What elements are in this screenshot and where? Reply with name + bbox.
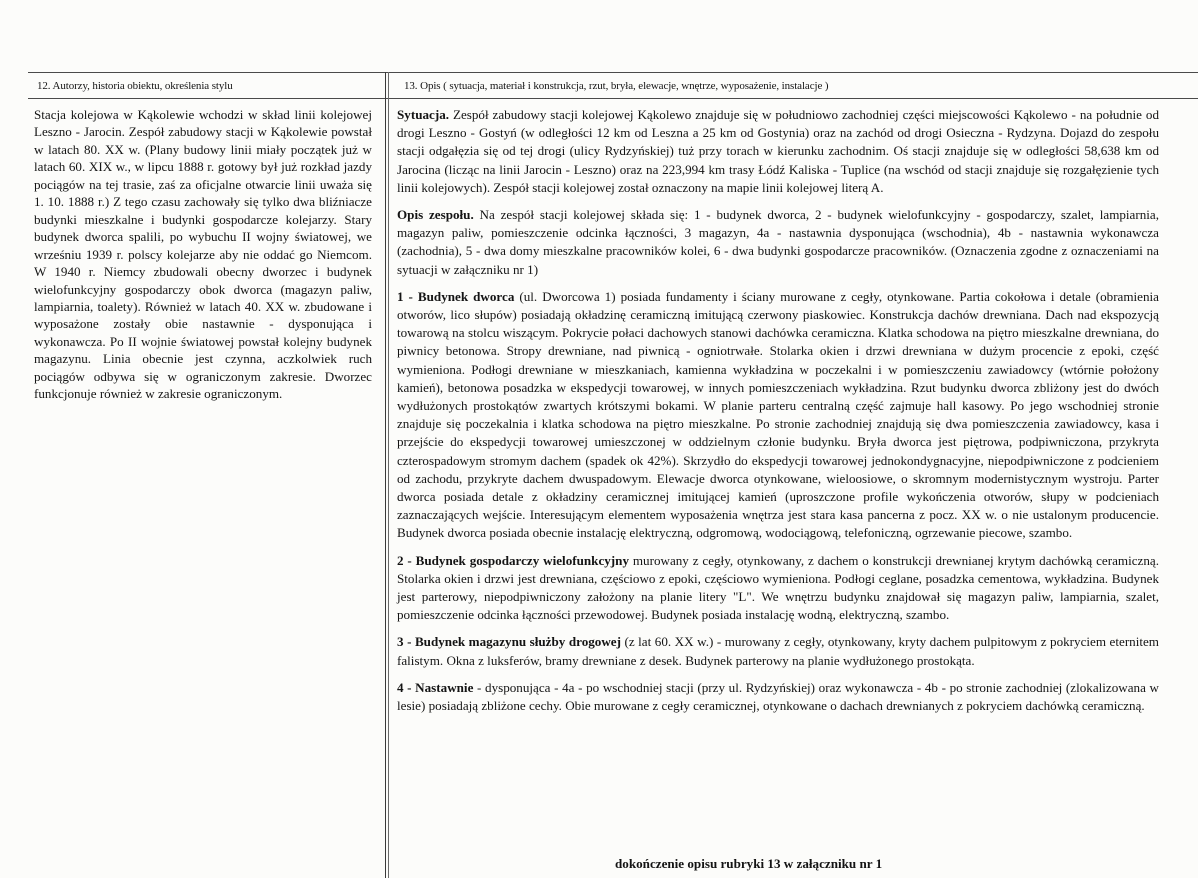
text-opis-zespolu: Na zespół stacji kolejowej składa się: 1 - budynek dworca, 2 - budynek wielofunkcyjny - gospodarczy, szalet, lampiarnia, magazyn paliw, pomieszczenie odcinka łączności, 3 magazyn, 4a - nastawnia dysponująca (wschodnia), 4b - nastawnia wykonawcza (zachodnia), 5 - dwa domy mieszkalne pracowników kolei, 6 - dwa budynki gospodarcze pracowników. (Oznaczenia zgodne z oznaczeniami na sytuacji w załączniku nr 1)	[397, 207, 1160, 277]
text-budynek-gospodarczy: murowany z cegły, otynkowany, z dachem o konstrukcji drewnianej krytym dachówką ceramiczną. Stolarka okien i drzwi jest drewniana, częściowo z epoki, częściowo wymieniona. Podłogi ceglane, posadzka cementowa, wykładzina. Budynek jest parterowy, niepodpiwniczony założony na planie litery "L". We wnętrzu budynku znajdował się magazyn paliw, lampiarnia, szalet, pomieszczenie odcinka łączności przewodowej. Budynek posiada instalację wodną, elektryczną, szambo.	[397, 552, 1159, 623]
history-text: Stacja kolejowa w Kąkolewie wchodzi w skład linii kolejowej Leszno - Jarocin. Zespół zabudowy stacji w Kąkolewie powstał w latach 80. XX w. (Plany budowy linii miały początek już w latach 60. XIX w., w lipcu 1888 r. gotowy był już rozkład jazdy pociągów na tej trasie, zaś za oficjalne otwarcie linii uważa się 1. 10. 1888 r.) Z tego czasu zachowały się tylko dwa bliźniacze budynki mieszkalne i budynki gospodarcze kolejarzy. Stary budynek dworca spalili, po wybuchu II wojny światowej, we wrześniu 1939 r. polscy kolejarze aby nie oddać go Niemcom. W 1940 r. Niemcy zbudowali obecny dworzec i budynek wielofunkcyjny gospodarczy obok dworca (magazyn paliw, lampiarnia, toalety). Również w latach 40. XX w. zbudowane i wyposażone zostały obie nastawnie - dysponująca i wykonawcza. Po II wojnie światowej powstał kolejny budynek magazynu. Linia obecnie jest czynna, aczkolwiek ruch pociągów odbywa się w ograniczonym zakresie. Dworzec funkcjonuje również w zakresie ograniczonym.	[34, 107, 372, 402]
text-budynek-magazynu: (z lat 60. XX w.) - murowany z cegły, otynkowany, kryty dachem pulpitowym z pokryciem eternitem falistym. Okna z luksferów, bramy drewniane z desek. Budynek parterowy na planie wydłużonego prostokąta.	[397, 634, 1159, 668]
paragraph-sytuacja	[397, 106, 1159, 197]
label-nastawnie: 4 - Nastawnie	[397, 679, 474, 695]
continuation-note: dokończenie opisu rubryki 13 w załączniku nr 1	[615, 856, 883, 871]
label-budynek-dworca: 1 - Budynek dworca	[397, 288, 515, 304]
description-column	[397, 106, 1159, 724]
section-12-header: 12. Autorzy, historia obiektu, określenia stylu	[37, 80, 233, 92]
label-sytuacja: Sytuacja.	[397, 107, 450, 122]
paragraph-budynek-dworca	[397, 288, 1159, 543]
paragraph-opis-zespolu	[397, 206, 1159, 279]
text-sytuacja: Zespół zabudowy stacji kolejowej Kąkolewo znajduje się w południowo zachodniej części miejscowości Kąkolewo - na południe od drogi Leszno - Gostyń (w odległości 12 km od Leszna a 25 km od Gostynia) oraz na zachód od drogi Osieczna - Rydzyna. Dojazd do zespołu stacji odgałęzia się od tej drogi (ulicy Rydzyńskiej) tuż przy torach w kierunku zachodnim. Oś stacji znajduje się w odległości 58,638 km od Jarocina (licząc na linii Jarocin - Leszno) oraz na 223,994 km trasy Łódź Kaliska - Tuplice (na wschód od stacji znajduje się rozgałęzienie tych linii kolejowych). Zespół stacji kolejowej został oznaczony na mapie linii kolejowej literą A.	[397, 107, 1159, 195]
paragraph-budynek-magazynu	[397, 633, 1159, 669]
text-nastawnie: - dysponująca - 4a - po wschodniej stacji (przy ul. Rydzyńskiej) oraz wykonawcza - 4b - po stronie zachodniej (zlokalizowana w lesie) posiadają zbliżone cechy. Obie murowane z cegły ceramicznej, otynkowane o dachach drewnianych z pokryciem dachówką ceramiczną.	[397, 679, 1159, 714]
table-top-rule	[28, 72, 1198, 73]
paragraph-budynek-gospodarczy	[397, 552, 1159, 625]
label-budynek-gospodarczy: 2 - Budynek gospodarczy wielofunkcyjny	[397, 552, 629, 568]
text-budynek-dworca: (ul. Dworcowa 1) posiada fundamenty i ściany murowane z cegły, otynkowane. Partia cokołowa i detale (obramienia otworów, lico słupów) posiadają okładzinę ceramiczną imitującą czerwony piaskowiec. Konstrukcja dachów drewniana. Dach nad ekspozycją towarową na stolcu wiszącym. Pokrycie połaci dachowych stanowi dachówka ceramiczna. Klatka schodowa na piętro mieszkalne drewniana, do piwnicy betonowa. Stropy drewniane, nad piwnicą - ogniotrwałe. Stolarka okien i drzwi drewniana w dużym procencie z epoki, część wymieniona. Podłogi drewniane w mieszkaniach, kamienna wykładzina w poczekalni i w pomieszczeniu zawiadowcy (wtórnie położony kamień), betonowa posadzka w ekspedycji towarowej, w innych pomieszczeniach wykładzina. Rzut budynku dworca zbliżony jest do dwóch wydłużonych prostokątów zwartych krótszymi bokami. W planie parteru centralną część zajmuje hall kasowy. Po jego wschodniej stronie znajduje się poczekalnia i klatka schodowa na piętro mieszkalne. Po stronie zachodniej znajdują się dwa pomieszczenia zawiadowcy, kasa i przejście do ekspedycji towarowej umieszczonej w oddzielnym członie budynku. Bryła dworca jest piętrowa, podpiwniczona, przykryta czterospadowym stromym dachem (spadek ok 42%). Skrzydło do ekspedycji towarowej jednokondygnacyjne, niepodpiwniczone z podcieniem od zachodu, przykryte dachem dwuspadowym. Elewacje dworca otynkowane, wieloosiowe, o skromnym modernistycznym wystroju. Parter dworca posiada detale z okładziny ceramicznej imitującej kamień (uproszczone profile wykończenia otworów, słupy w podcieniach zaznaczających wejście. Interesującym elementem wyposażenia wnętrza jest stara kasa pancerna z pocz. XX w. o nie ustalonym producencie. Budynek dworca posiada obecnie instalację elektryczną, odgromową, wodociągową, telefoniczną, ogrzewanie piecowe, szambo.	[397, 288, 1159, 541]
column-divider-inner	[388, 72, 389, 878]
column-divider	[385, 72, 386, 878]
label-budynek-magazynu: 3 - Budynek magazynu służby drogowej	[397, 634, 621, 650]
paragraph-nastawnie	[397, 679, 1159, 715]
table-header-rule	[28, 98, 1198, 99]
section-13-header: 13. Opis ( sytuacja, materiał i konstrukcja, rzut, bryła, elewacje, wnętrze, wyposażenie, instalacje )	[404, 80, 829, 92]
label-opis-zespolu: Opis zespołu.	[397, 207, 474, 223]
